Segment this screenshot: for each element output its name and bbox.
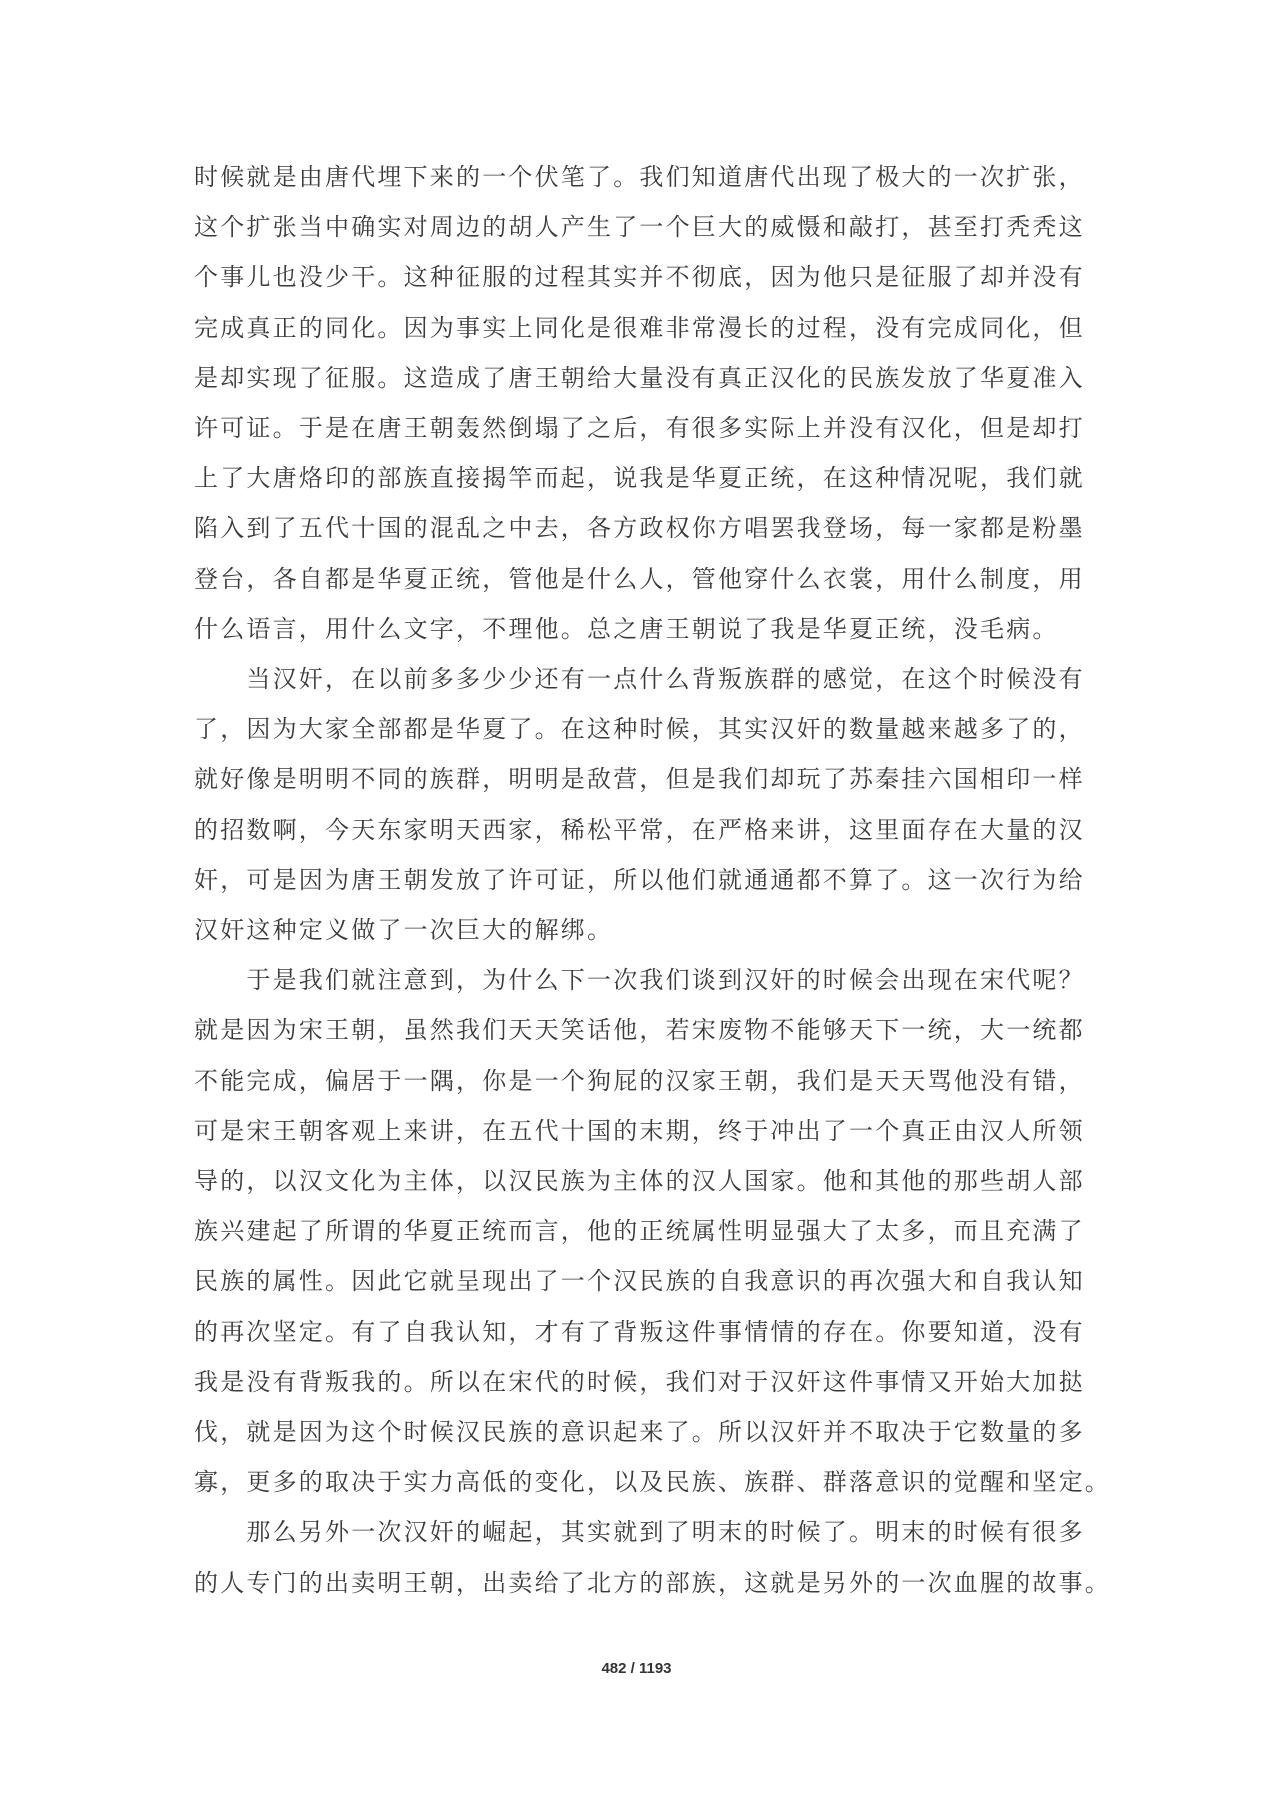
text-line: 就好像是明明不同的族群，明明是敌营，但是我们却玩了苏秦挂六国相印一样 bbox=[194, 765, 1085, 794]
text-line: 上了大唐烙印的部族直接揭竿而起，说我是华夏正统，在这种情况呢，我们就 bbox=[194, 464, 1085, 493]
text-line: 的再次坚定。有了自我认知，才有了背叛这件事情情的存在。你要知道，没有 bbox=[194, 1317, 1085, 1346]
text-line: 可是宋王朝客观上来讲，在五代十国的末期，终于冲出了一个真正由汉人所领 bbox=[194, 1116, 1085, 1145]
text-line: 汉奸这种定义做了一次巨大的解绑。 bbox=[194, 916, 614, 945]
text-line: 的人专门的出卖明王朝，出卖给了北方的部族，这就是另外的一次血腥的故事。 bbox=[194, 1568, 1111, 1597]
text-line: 奸，可是因为唐王朝发放了许可证，所以他们就通通都不算了。这一次行为给 bbox=[194, 865, 1085, 894]
text-line: 登台，各自都是华夏正统，管他是什么人，管他穿什么衣裳，用什么制度，用 bbox=[194, 564, 1085, 593]
text-line: 于是我们就注意到，为什么下一次我们谈到汉奸的时候会出现在宋代呢？ bbox=[194, 966, 1085, 995]
paragraph-2 bbox=[194, 654, 1094, 955]
text-line: 完成真正的同化。因为事实上同化是很难非常漫长的过程，没有完成同化，但 bbox=[194, 313, 1085, 342]
text-line: 个事儿也没少干。这种征服的过程其实并不彻底，因为他只是征服了却并没有 bbox=[194, 263, 1085, 292]
body-text bbox=[194, 152, 1111, 1608]
text-line: 什么语言，用什么文字，不理他。总之唐王朝说了我是华夏正统，没毛病。 bbox=[194, 614, 1059, 643]
text-line: 我是没有背叛我的。所以在宋代的时候，我们对于汉奸这件事情又开始大加挞 bbox=[194, 1367, 1085, 1396]
text-line: 这个扩张当中确实对周边的胡人产生了一个巨大的威慑和敲打，甚至打秃秃这 bbox=[194, 213, 1085, 242]
text-line: 的招数啊，今天东家明天西家，稀松平常，在严格来讲，这里面存在大量的汉 bbox=[194, 815, 1085, 844]
text-line: 伐，就是因为这个时候汉民族的意识起来了。所以汉奸并不取决于它数量的多 bbox=[194, 1418, 1085, 1447]
text-line: 时候就是由唐代埋下来的一个伏笔了。我们知道唐代出现了极大的一次扩张， bbox=[194, 163, 1085, 191]
text-line: 许可证。于是在唐王朝轰然倒塌了之后，有很多实际上并没有汉化，但是却打 bbox=[194, 414, 1085, 443]
page-number: 482 / 1193 bbox=[601, 1660, 672, 1677]
text-line: 那么另外一次汉奸的崛起，其实就到了明末的时候了。明末的时候有很多 bbox=[194, 1518, 1085, 1547]
text-line: 不能完成，偏居于一隅，你是一个狗屁的汉家王朝，我们是天天骂他没有错， bbox=[194, 1066, 1085, 1095]
text-line: 陷入到了五代十国的混乱之中去，各方政权你方唱罢我登场，每一家都是粉墨 bbox=[194, 514, 1085, 543]
text-line: 了，因为大家全部都是华夏了。在这种时候，其实汉奸的数量越来越多了的， bbox=[194, 715, 1085, 744]
text-line: 族兴建起了所谓的华夏正统而言，他的正统属性明显强大了太多，而且充满了 bbox=[194, 1217, 1085, 1246]
text-line: 导的，以汉文化为主体，以汉民族为主体的汉人国家。他和其他的那些胡人部 bbox=[194, 1167, 1085, 1196]
paragraph-4 bbox=[194, 1507, 1111, 1607]
paragraph-3 bbox=[194, 955, 1111, 1507]
text-line: 当汉奸，在以前多多少少还有一点什么背叛族群的感觉，在这个时候没有 bbox=[194, 665, 1085, 694]
text-line: 民族的属性。因此它就呈现出了一个汉民族的自我意识的再次强大和自我认知 bbox=[194, 1267, 1085, 1296]
text-line: 寡，更多的取决于实力高低的变化，以及民族、族群、群落意识的觉醒和坚定。 bbox=[194, 1468, 1111, 1497]
text-line: 就是因为宋王朝，虽然我们天天笑话他，若宋废物不能够天下一统，大一统都 bbox=[194, 1016, 1085, 1045]
paragraph-1 bbox=[194, 152, 1094, 654]
text-line: 是却实现了征服。这造成了唐王朝给大量没有真正汉化的民族发放了华夏准入 bbox=[194, 363, 1085, 392]
